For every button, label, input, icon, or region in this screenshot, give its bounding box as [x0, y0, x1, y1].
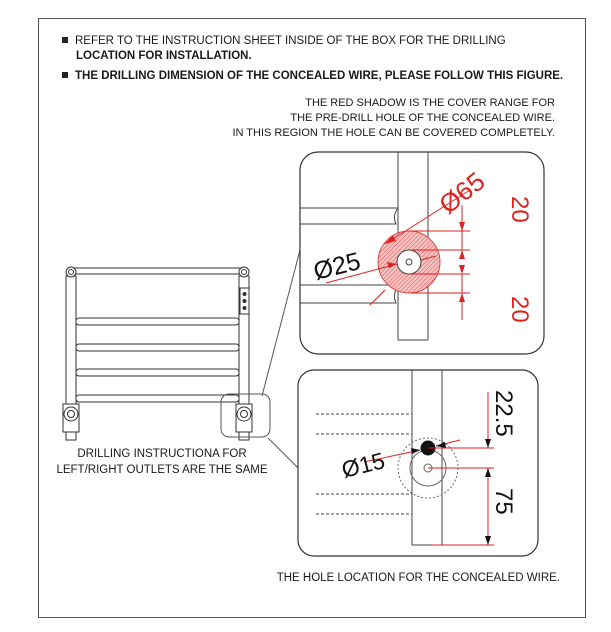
top-outer-diameter-label: Ø65: [433, 165, 491, 220]
top-offset-bottom-label: 20: [506, 296, 533, 323]
instruction-2-text: THE DRILLING DIMENSION OF THE CONCEALED WIRE, PLEASE FOLLOW THIS FIGURE.: [75, 70, 564, 82]
instruction-1-line-2: LOCATION FOR INSTALLATION.: [76, 50, 252, 62]
instruction-1-line-1: REFER TO THE INSTRUCTION SHEET INSIDE OF THE BOX FOR THE DRILLING: [75, 35, 506, 47]
left-caption-line-2: LEFT/RIGHT OUTLETS ARE THE SAME: [56, 464, 268, 476]
top-offset-top-label: 20: [506, 196, 533, 223]
left-caption-line-1: DRILLING INSTRUCTIONA FOR: [77, 448, 247, 460]
note-line-2: THE PRE-DRILL HOLE OF THE CONCEALED WIRE.: [290, 112, 555, 124]
callout-lines: [262, 250, 300, 470]
note-line-1: THE RED SHADOW IS THE COVER RANGE FOR: [305, 97, 555, 109]
note-line-3: IN THIS REGION THE HOLE CAN BE COVERED COMPLETELY.: [232, 127, 555, 139]
top-inner-diameter-label: Ø25: [310, 247, 364, 286]
towel-rack-drawing: [63, 267, 270, 440]
bottom-hole-diameter-label: Ø15: [338, 447, 388, 483]
bottom-offset-bottom-label: 75: [490, 488, 517, 515]
bottom-caption: THE HOLE LOCATION FOR THE CONCEALED WIRE.: [276, 572, 560, 584]
bottom-offset-top-label: 22.5: [490, 390, 517, 437]
left-caption: [46, 446, 278, 478]
